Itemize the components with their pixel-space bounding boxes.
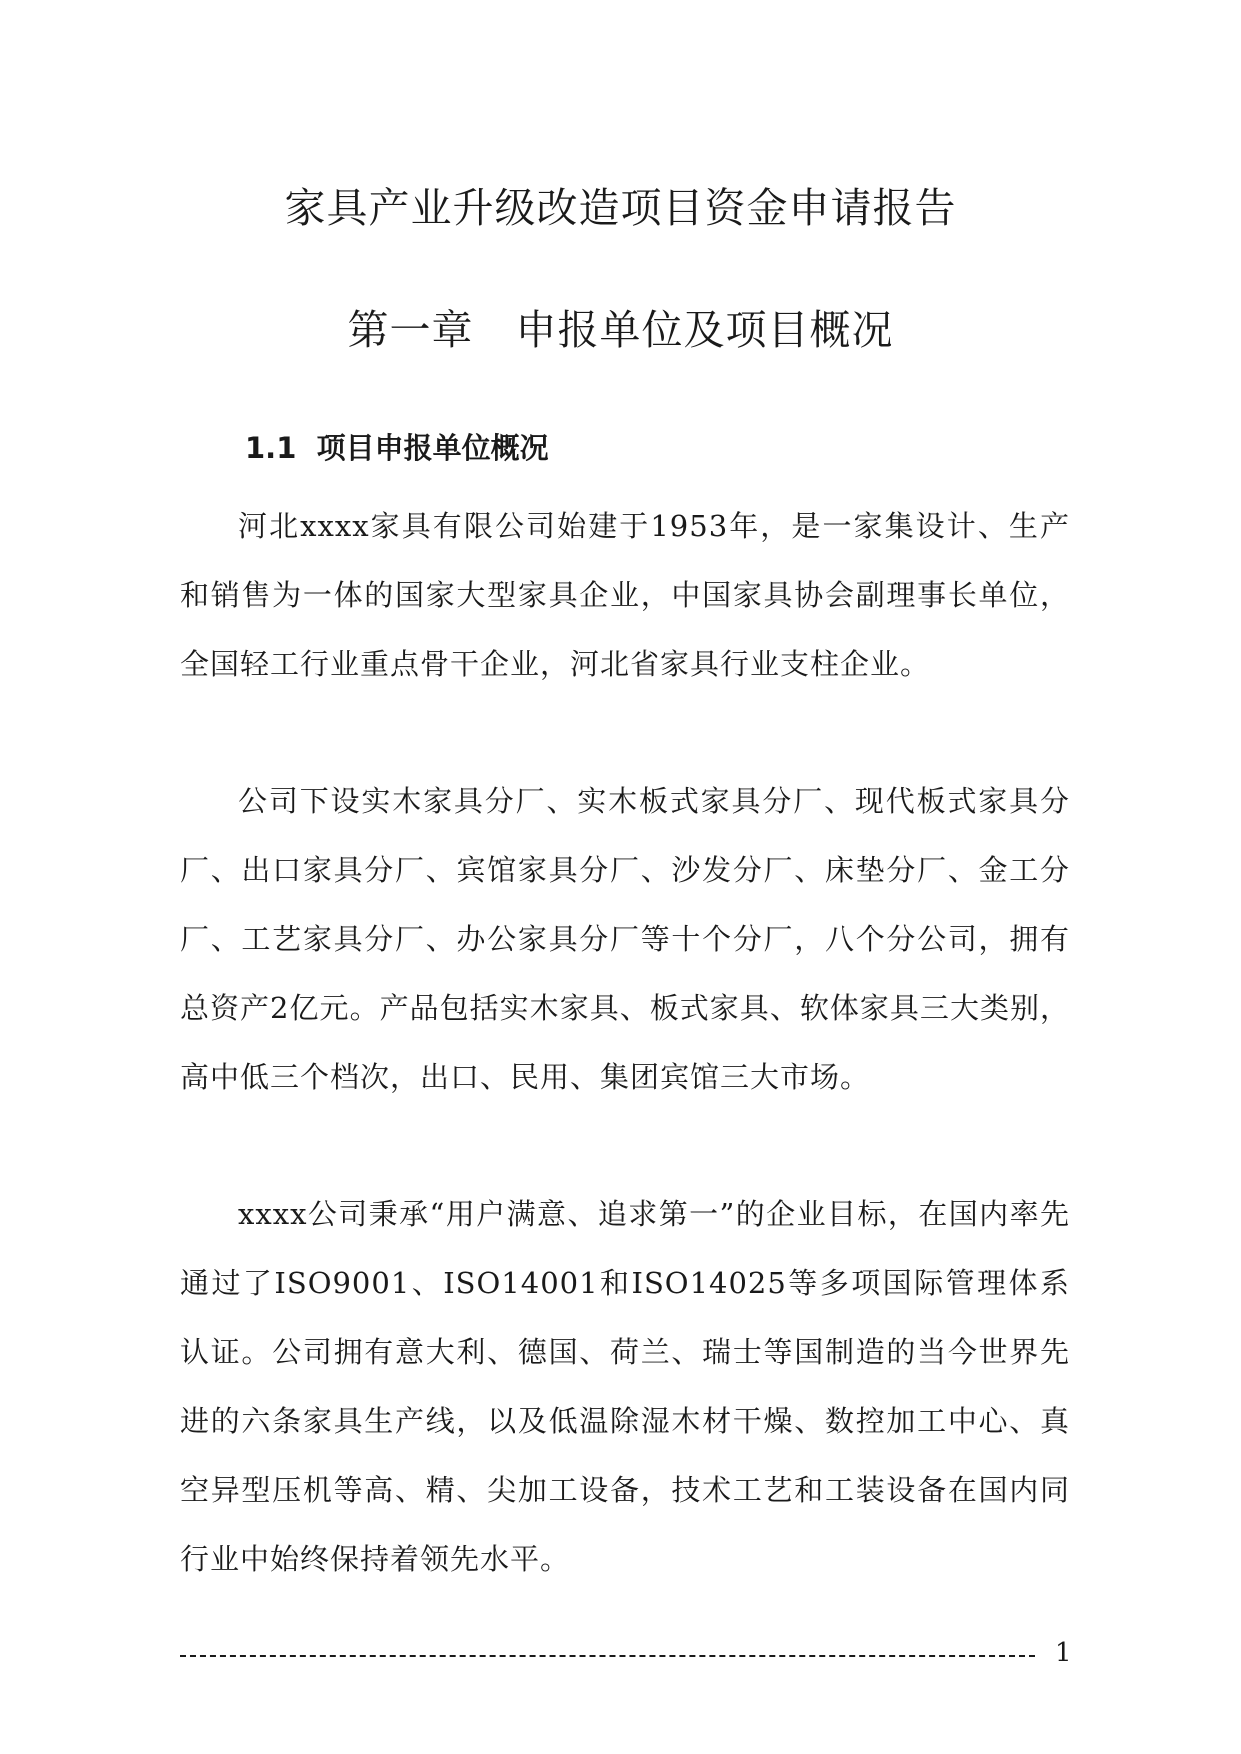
body-paragraph-3 xyxy=(180,1180,1070,1594)
document-title: 家具产业升级改造项目资金申请报告 xyxy=(284,184,957,232)
body-paragraph-1 xyxy=(180,492,1070,699)
footer-divider xyxy=(180,1655,1035,1657)
page-number: 1 xyxy=(1055,1638,1072,1668)
section-heading: 1.1 项目申报单位概况 xyxy=(245,431,549,465)
paragraph-text: 公司下设实木家具分厂、实木板式家具分厂、现代板式家具分厂、出口家具分厂、宾馆家具分厂、沙发分厂、床垫分厂、金工分厂、工艺家具分厂、办公家具分厂等十个分厂，八个分公司，拥有总资产2亿元。产品包括实木家具、板式家具、软体家具三大类别，高中低三个档次，出口、民用、集团宾馆三大市场。 xyxy=(180,784,1070,1094)
chapter-title: 第一章 申报单位及项目概况 xyxy=(347,306,894,354)
body-paragraph-2 xyxy=(180,767,1070,1112)
paragraph-text: xxxx公司秉承“用户满意、追求第一”的企业目标，在国内率先通过了ISO9001、ISO14001和ISO14025等多项国际管理体系认证。公司拥有意大利、德国、荷兰、瑞士等国制造的当今世界先进的六条家具生产线，以及低温除湿木材干燥、数控加工中心、真空异型压机等高、精、尖加工设备，技术工艺和工装设备在国内同行业中始终保持着领先水平。 xyxy=(180,1197,1070,1576)
paragraph-text: 河北xxxx家具有限公司始建于1953年，是一家集设计、生产和销售为一体的国家大型家具企业，中国家具协会副理事长单位，全国轻工行业重点骨干企业，河北省家具行业支柱企业。 xyxy=(180,509,1070,681)
